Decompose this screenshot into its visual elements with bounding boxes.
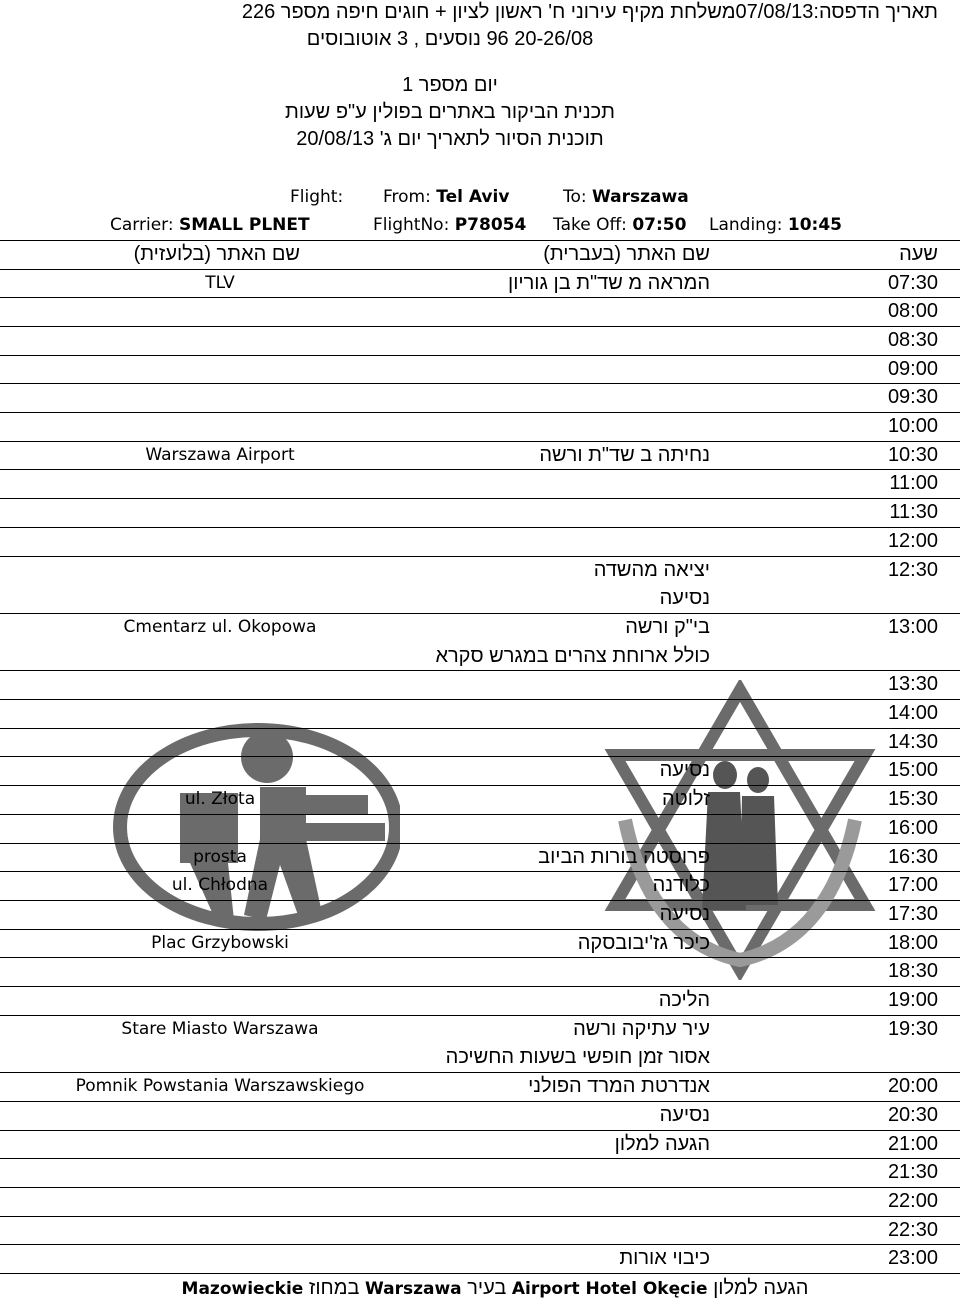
flight-label: Flight: — [290, 187, 344, 207]
divider — [0, 326, 960, 327]
row-time: 13:30 — [887, 673, 938, 695]
row-time: 09:30 — [887, 386, 938, 408]
row-site-hebrew: נסיעה — [659, 759, 710, 781]
row-time: 21:00 — [887, 1133, 938, 1155]
divider — [0, 699, 960, 700]
divider — [0, 297, 960, 298]
divider — [0, 670, 960, 671]
flight-from: From: Tel Aviv — [383, 187, 510, 207]
row-time: 19:00 — [887, 989, 938, 1011]
row-site-hebrew: אנדרטת המרד הפולני — [528, 1075, 710, 1097]
row-site-hebrew-note: אסור זמן חופשי בשעות החשיכה — [445, 1046, 710, 1068]
row-time: 13:00 — [887, 616, 938, 638]
row-site-hebrew: הליכה — [658, 989, 710, 1011]
youth-delegation-logo-icon — [110, 715, 400, 945]
row-site-foreign: TLV — [205, 273, 235, 293]
row-site-foreign: Pomnik Powstania Warszawskiego — [75, 1076, 365, 1096]
flight-carrier: Carrier: SMALL PLNET — [110, 215, 310, 235]
row-time: 10:30 — [887, 444, 938, 466]
column-header-hebrew-name: שם האתר (בעברית) — [543, 243, 710, 265]
row-time: 08:00 — [887, 300, 938, 322]
row-time: 11:00 — [889, 472, 938, 494]
row-site-foreign: ul. Złota — [184, 789, 256, 809]
row-site-hebrew: כיבוי אורות — [619, 1247, 710, 1269]
divider — [0, 1130, 960, 1131]
row-time: 11:30 — [889, 501, 938, 523]
row-site-foreign: Plac Grzybowski — [151, 933, 289, 953]
divider — [0, 957, 960, 958]
row-site-hebrew: בי"ק ורשה — [625, 616, 710, 638]
row-time: 15:00 — [887, 759, 938, 781]
divider — [0, 986, 960, 987]
flight-takeoff: Take Off: 07:50 — [553, 215, 687, 235]
row-time: 14:00 — [887, 702, 938, 724]
row-time: 20:00 — [887, 1075, 938, 1097]
row-time: 22:30 — [887, 1219, 938, 1241]
row-time: 14:30 — [887, 731, 938, 753]
row-site-hebrew: פרוסטה בורות הביוב — [538, 846, 710, 868]
row-time: 17:00 — [887, 874, 938, 896]
row-site-hebrew: עיר עתיקה ורשה — [573, 1018, 710, 1040]
row-site-hebrew: יציאה מהשדה — [593, 559, 710, 581]
divider — [0, 900, 960, 901]
row-time: 23:00 — [887, 1247, 938, 1269]
row-time: 21:30 — [887, 1161, 938, 1183]
flight-number: FlightNo: P78054 — [373, 215, 527, 235]
row-site-hebrew: הגעה למלון — [614, 1133, 710, 1155]
row-site-hebrew-note: כולל ארוחת צהרים במגרש סקרא — [435, 645, 710, 667]
row-site-hebrew: נחיתה ב שד"ת ורשה — [539, 444, 710, 466]
row-site-foreign: Warszawa Airport — [145, 445, 295, 465]
divider — [0, 498, 960, 499]
plan-title: תכנית הביקור באתרים בפולין ע"פ שעות — [285, 101, 615, 123]
row-time: 15:30 — [887, 788, 938, 810]
row-time: 17:30 — [887, 903, 938, 925]
divider — [0, 756, 960, 757]
row-site-foreign: Cmentarz ul. Okopowa — [123, 617, 317, 637]
row-site-hebrew: המראה מ שד"ת בן גוריון — [508, 272, 710, 294]
row-time: 08:30 — [887, 329, 938, 351]
divider — [0, 1244, 960, 1245]
tour-plan-date: תוכנית הסיור לתאריך יום ג' 20/08/13 — [296, 128, 604, 150]
row-site-foreign: ul. Chłodna — [171, 875, 269, 895]
row-time: 16:00 — [887, 817, 938, 839]
row-time: 22:00 — [887, 1190, 938, 1212]
row-time: 16:30 — [887, 846, 938, 868]
divider — [0, 1216, 960, 1217]
divider — [0, 412, 960, 413]
row-time: 12:00 — [887, 530, 938, 552]
divider — [0, 1101, 960, 1102]
day-number: יום מספר 1 — [402, 74, 498, 96]
divider — [0, 383, 960, 384]
divider — [0, 355, 960, 356]
divider — [0, 728, 960, 729]
row-time: 18:30 — [887, 960, 938, 982]
row-time: 12:30 — [887, 559, 938, 581]
hotel-arrival-line: הגעה למלון Airport Hotel Okęcie בעיר Warszawa במחוז Mazowieckie — [181, 1277, 809, 1299]
divider — [0, 527, 960, 528]
column-header-time: שעה — [899, 243, 938, 265]
divider — [0, 1187, 960, 1188]
divider — [0, 814, 960, 815]
row-time: 18:00 — [887, 932, 938, 954]
row-site-hebrew: נסיעה — [659, 903, 710, 925]
delegation-dates-line: 20-26/08 96 נוסעים , 3 אוטובוסים — [306, 28, 594, 50]
row-site-hebrew: כלודנה — [652, 874, 710, 896]
row-time: 10:00 — [887, 415, 938, 437]
flight-landing: Landing: 10:45 — [709, 215, 843, 235]
row-time: 20:30 — [887, 1104, 938, 1126]
row-site-hebrew: כיכר גז'יבובסקה — [577, 932, 710, 954]
row-site-hebrew: נסיעה — [659, 1104, 710, 1126]
print-date-line: תאריך הדפסה:07/08/13משלחת מקיף עירוני ח' ראשון לציון + חוגים חיפה מספר 226 — [241, 1, 938, 23]
flight-to: To: Warszawa — [563, 187, 689, 207]
row-time: 07:30 — [887, 272, 938, 294]
row-site-foreign: prosta — [193, 847, 247, 867]
row-site-foreign: Stare Miasto Warszawa — [121, 1019, 319, 1039]
divider — [0, 469, 960, 470]
column-header-foreign-name: שם האתר (בלועזית) — [133, 243, 300, 265]
row-time: 09:00 — [887, 358, 938, 380]
row-time: 19:30 — [887, 1018, 938, 1040]
divider — [0, 556, 960, 557]
divider — [0, 1273, 960, 1274]
row-site-hebrew: זלוטה — [662, 788, 710, 810]
row-site-hebrew-note: נסיעה — [659, 587, 710, 609]
divider — [0, 1158, 960, 1159]
